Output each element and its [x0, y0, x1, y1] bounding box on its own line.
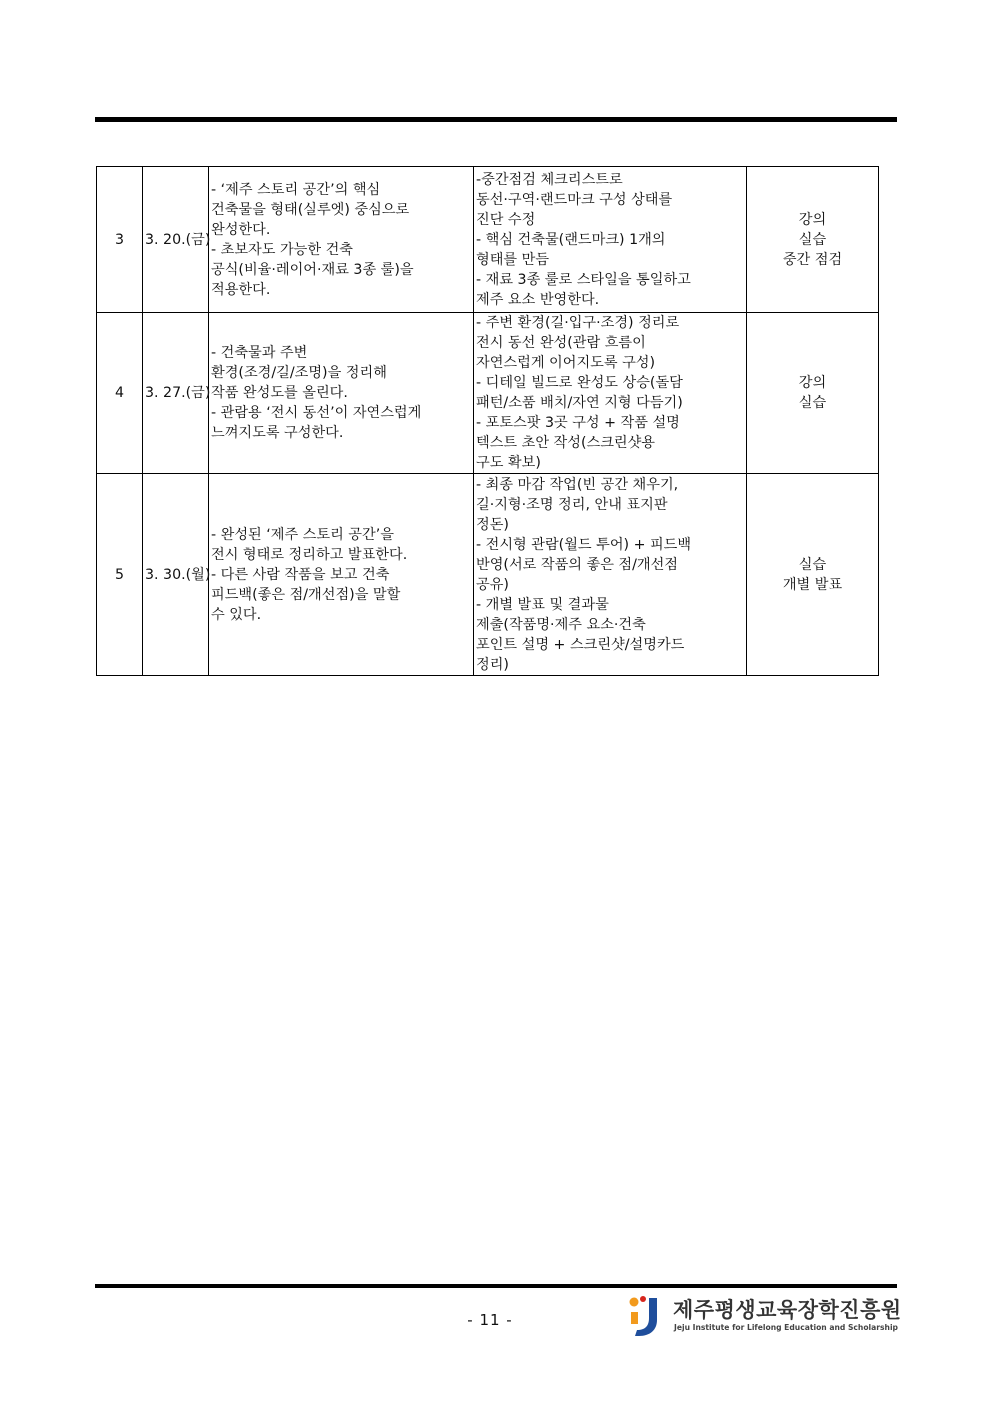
method-cell	[747, 167, 879, 313]
activity-line: 정리)	[476, 656, 509, 673]
activity-list	[476, 313, 744, 473]
activity-line: - 포토스팟 3곳 구성 + 작품 설명	[476, 415, 680, 431]
objectives-cell	[209, 474, 474, 676]
objective-line: 피드백(좋은 점/개선점)을 말할	[211, 586, 401, 603]
activity-line: - 디테일 빌드로 완성도 상승(돌담	[476, 375, 683, 391]
session-number-cell: 5	[97, 474, 143, 676]
objective-line: 적용한다.	[211, 281, 271, 298]
table-row	[97, 167, 879, 313]
method-line: 개별 발표	[782, 576, 843, 593]
activities-cell	[474, 474, 747, 676]
header-rule	[95, 117, 897, 122]
schedule-body	[97, 167, 879, 676]
objective-line: 수 있다.	[211, 606, 262, 623]
objective-line: 완성한다.	[211, 221, 271, 238]
activity-line: 반영(서로 작품의 좋은 점/개선점	[476, 556, 679, 573]
table-row	[97, 313, 879, 474]
objective-line: - 다른 사람 작품을 보고 건축	[211, 566, 390, 583]
activity-line: 자연스럽게 이어지도록 구성)	[476, 355, 656, 371]
objective-line: 작품 완성도를 올린다.	[211, 385, 348, 401]
objective-list	[211, 180, 471, 300]
objective-line: 공식(비율·레이어·재료 3종 룰)을	[211, 261, 414, 278]
logo-name: 제주평생교육장학진흥원	[673, 1298, 902, 1322]
objectives-cell	[209, 167, 474, 313]
activity-line: - 재료 3종 룰로 스타일을 통일하고	[476, 271, 691, 288]
activities-cell	[474, 167, 747, 313]
activity-line: - 주변 환경(길·입구·조경) 정리로	[476, 315, 680, 331]
objective-line: 건축물을 형태(실루엣) 중심으로	[211, 201, 410, 218]
objectives-cell	[209, 313, 474, 474]
activity-line: 형태를 만듬	[476, 251, 550, 268]
activity-line: - 핵심 건축물(랜드마크) 1개의	[476, 231, 666, 248]
activity-line: 구도 확보)	[476, 455, 541, 471]
session-date-cell: 3. 20.(금)	[143, 167, 209, 313]
activity-line: 제출(작품명·제주 요소·건축	[476, 616, 646, 633]
activity-line: 동선·구역·랜드마크 구성 상태를	[476, 191, 673, 208]
objective-line: - 관람용 ‘전시 동선’이 자연스럽게	[211, 405, 422, 421]
activity-line: 텍스트 초안 작성(스크린샷용	[476, 435, 656, 451]
objective-list	[211, 343, 471, 443]
objective-line: - 완성된 ‘제주 스토리 공간’을	[211, 526, 394, 543]
schedule-table	[96, 166, 879, 676]
activity-line: - 개별 발표 및 결과물	[476, 596, 609, 613]
activity-line: 전시 동선 완성(관람 흐름이	[476, 335, 646, 351]
footer-rule	[95, 1284, 897, 1288]
activity-line: - 전시형 관람(월드 투어) + 피드백	[476, 536, 692, 553]
activity-line: 제주 요소 반영한다.	[476, 291, 600, 308]
session-number-cell: 4	[97, 313, 143, 474]
method-line: 실습	[798, 556, 827, 573]
objective-line: 환경(조경/길/조명)을 정리해	[211, 365, 387, 381]
activity-line: 공유)	[476, 576, 509, 593]
page-number: - 11 -	[467, 1311, 513, 1329]
activity-list	[476, 475, 744, 675]
activity-line: 길·지형·조명 정리, 안내 표지판	[476, 496, 668, 513]
activity-line: - 최종 마감 작업(빈 공간 채우기,	[476, 476, 679, 493]
method-line: 강의	[798, 211, 827, 228]
activity-line: 정돈)	[476, 516, 509, 533]
activities-cell	[474, 313, 747, 474]
session-date-cell: 3. 30.(월)	[143, 474, 209, 676]
method-line: 실습	[798, 395, 827, 411]
table-row	[97, 474, 879, 676]
objective-list	[211, 525, 471, 625]
logo-subtitle: Jeju Institute for Lifelong Education and Scholarship	[674, 1323, 898, 1332]
activity-line: 패턴/소품 배치/자연 지형 다듬기)	[476, 395, 683, 411]
logo-mark-icon	[625, 1294, 665, 1338]
activity-line: 포인트 설명 + 스크린샷/설명카드	[476, 636, 685, 653]
session-number-cell: 3	[97, 167, 143, 313]
objective-line: - ‘제주 스토리 공간’의 핵심	[211, 181, 381, 198]
activity-line: -중간점검 체크리스트로	[476, 171, 623, 188]
method-cell	[747, 474, 879, 676]
method-line: 강의	[798, 375, 827, 391]
method-line: 중간 점검	[782, 251, 843, 268]
institute-logo	[625, 1292, 902, 1340]
objective-line: 전시 형태로 정리하고 발표한다.	[211, 546, 408, 563]
method-cell	[747, 313, 879, 474]
session-date-cell: 3. 27.(금)	[143, 313, 209, 474]
activity-line: 진단 수정	[476, 211, 536, 228]
objective-line: 느껴지도록 구성한다.	[211, 425, 344, 441]
objective-line: - 건축물과 주변	[211, 345, 308, 361]
objective-line: - 초보자도 가능한 건축	[211, 241, 353, 258]
method-line: 실습	[798, 231, 827, 248]
activity-list	[476, 170, 744, 310]
